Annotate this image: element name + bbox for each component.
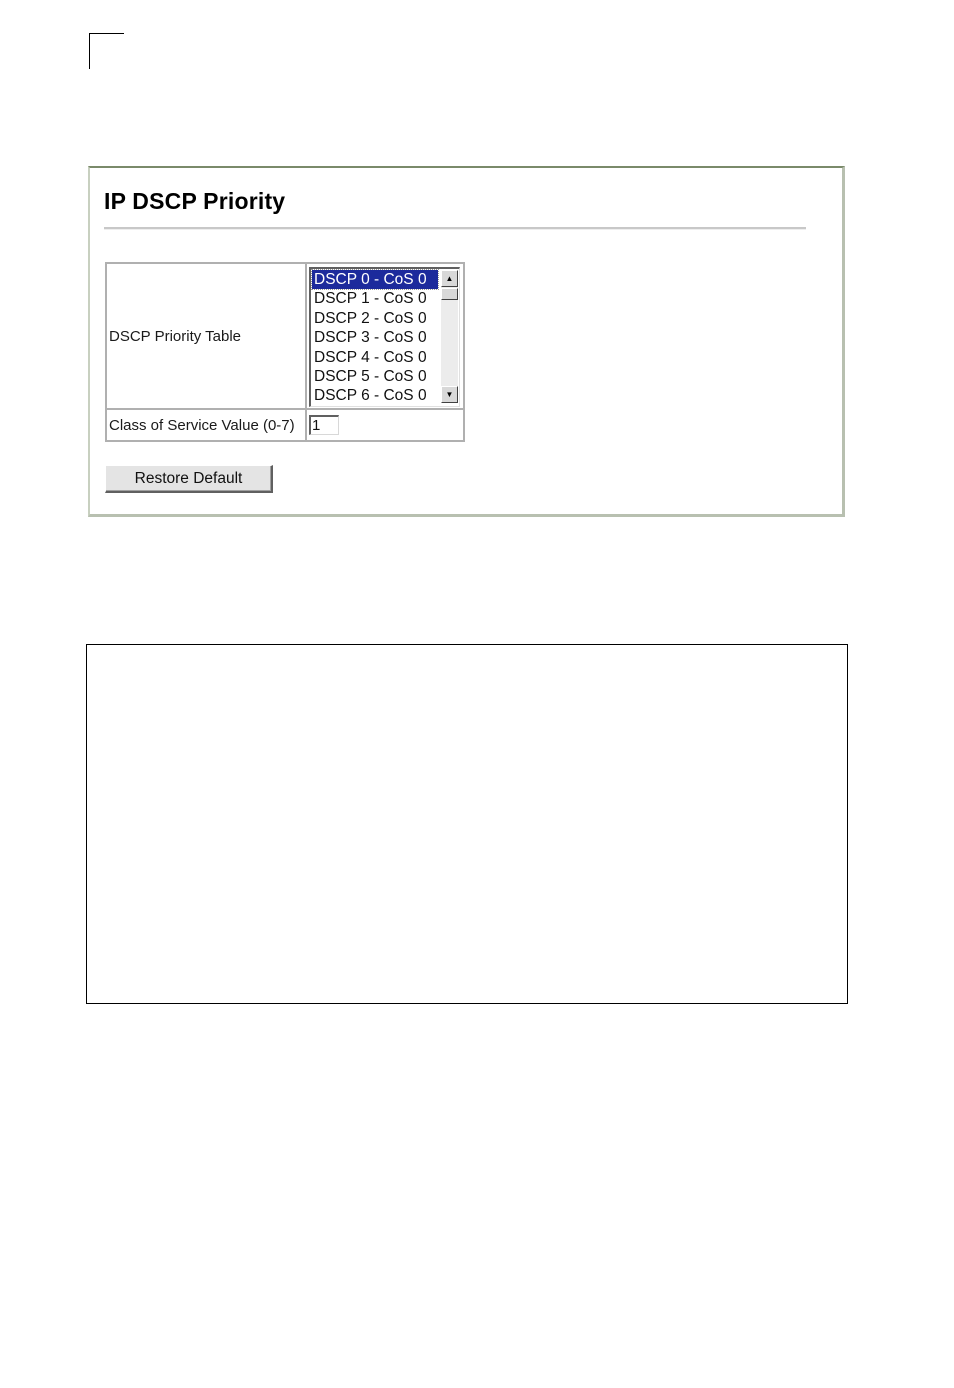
cos-value-cell	[306, 409, 464, 441]
dscp-list-items	[312, 270, 438, 406]
list-item[interactable]: DSCP 6 - CoS 0	[314, 387, 427, 405]
dscp-priority-listbox[interactable]	[309, 267, 460, 407]
empty-content-box	[86, 644, 848, 1004]
cos-value-input[interactable]	[309, 415, 339, 435]
list-item[interactable]: DSCP 0 - CoS 0	[312, 270, 438, 289]
scrollbar-thumb[interactable]	[441, 288, 458, 300]
crop-mark-horizontal	[89, 33, 124, 34]
ip-dscp-priority-panel	[88, 166, 845, 517]
list-item[interactable]: DSCP 2 - CoS 0	[314, 309, 427, 327]
list-item[interactable]: DSCP 4 - CoS 0	[314, 348, 427, 366]
crop-mark-vertical	[89, 33, 90, 69]
restore-default-button[interactable]: Restore Default	[105, 465, 273, 493]
page-title: IP DSCP Priority	[104, 188, 286, 214]
dscp-config-table	[105, 262, 465, 442]
cos-value-label: Class of Service Value (0-7)	[106, 409, 306, 441]
title-divider	[104, 227, 806, 230]
list-item[interactable]: DSCP 3 - CoS 0	[314, 329, 427, 347]
arrow-up-icon[interactable]: ▲	[441, 270, 458, 287]
arrow-down-icon[interactable]: ▼	[441, 386, 458, 403]
dscp-priority-table-label: DSCP Priority Table	[106, 263, 306, 409]
list-item[interactable]: DSCP 5 - CoS 0	[314, 367, 427, 385]
dscp-priority-list-cell	[306, 263, 464, 409]
table-row	[106, 263, 464, 409]
listbox-scrollbar[interactable]	[441, 270, 458, 403]
list-item[interactable]: DSCP 1 - CoS 0	[314, 290, 427, 308]
table-row	[106, 409, 464, 441]
